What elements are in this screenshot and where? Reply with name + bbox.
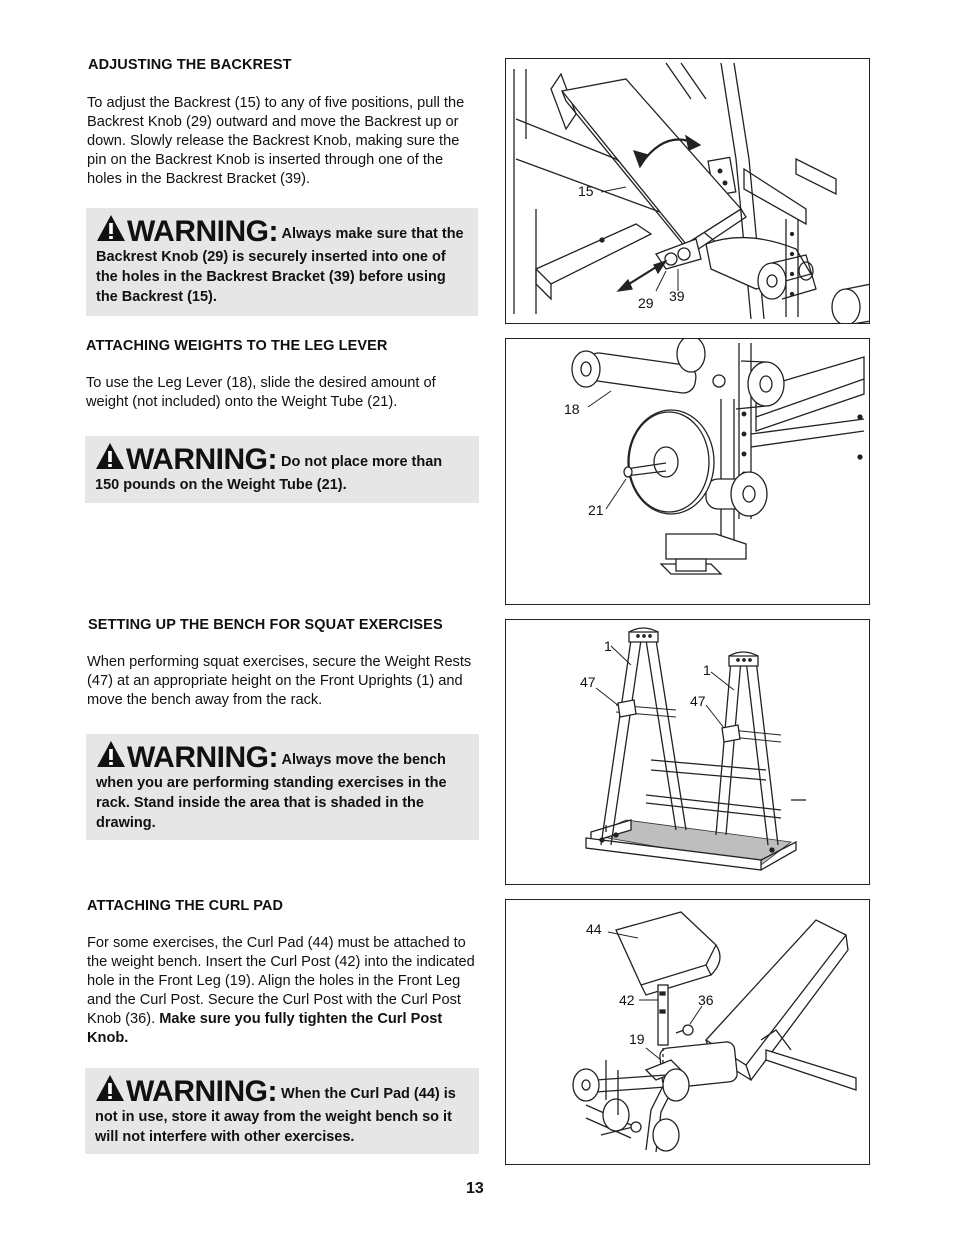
section-heading-leg-lever: ATTACHING WEIGHTS TO THE LEG LEVER [86, 338, 388, 354]
callout-label: 47 [580, 674, 596, 690]
warning-text: When the Curl Pad (44) is not in use, store it away from the weight bench so it will not interfere with other exercises. [95, 1086, 456, 1145]
warning-triangle-icon [95, 1074, 125, 1102]
page-number: 13 [466, 1180, 484, 1197]
squat-rack-drawing [506, 620, 870, 885]
warning-title: WARNING: [126, 443, 277, 476]
warning-box-leg-lever [85, 436, 479, 503]
section-body-squat: When performing squat exercises, secure the Weight Rests (47) at an appropriate height on the Front Uprights (1) and move the bench away from the rack. [87, 654, 472, 708]
warning-box-curl-pad [85, 1068, 479, 1154]
section-heading-squat: SETTING UP THE BENCH FOR SQUAT EXERCISES [88, 617, 443, 633]
callout-label: 19 [629, 1031, 645, 1047]
section-heading-curl-pad: ATTACHING THE CURL PAD [87, 898, 284, 914]
callout-label: 1 [703, 662, 711, 678]
warning-triangle-icon [96, 214, 126, 242]
callout-label: 21 [588, 502, 604, 518]
callout-label: 39 [669, 288, 685, 304]
callout-label: 42 [619, 992, 635, 1008]
figure-leg-lever-weights [505, 338, 870, 605]
callout-label: 1 [604, 638, 612, 654]
figure-backrest-adjustment [505, 58, 870, 324]
warning-triangle-icon [96, 740, 126, 768]
warning-box-squat [86, 734, 479, 840]
figure-squat-rack [505, 619, 870, 885]
warning-text: Always make sure that the Backrest Knob (29) is securely inserted into one of the holes in the Backrest Bracket (39) before using the Backrest (15). [96, 226, 464, 305]
callout-label: 18 [564, 401, 580, 417]
callout-label: 44 [586, 921, 602, 937]
warning-title: WARNING: [127, 215, 278, 248]
body-text: For some exercises, the Curl Pad (44) must be attached to the weight bench. Insert the Curl Post (42) into the indicated hole in the Front Leg (19). Align the holes in the Front Leg and the Curl Post. Secure the Curl Post with the Curl Post Knob (36). [87, 935, 475, 1027]
callout-label: 36 [698, 992, 714, 1008]
warning-box-backrest [86, 208, 478, 316]
warning-text: Always move the bench when you are performing standing exercises in the rack. Stand inside the area that is shaded in the drawing. [96, 752, 447, 831]
section-heading-adjusting-backrest: ADJUSTING THE BACKREST [88, 57, 292, 73]
warning-text: Do not place more than 150 pounds on the Weight Tube (21). [95, 454, 443, 493]
leg-lever-drawing [506, 339, 870, 605]
section-body-curl-pad [87, 934, 479, 1048]
warning-title: WARNING: [126, 1075, 277, 1108]
warning-title: WARNING: [127, 741, 278, 774]
callout-label: 15 [578, 183, 594, 199]
warning-triangle-icon [95, 442, 125, 470]
section-body-leg-lever: To use the Leg Lever (18), slide the desired amount of weight (not included) onto the Weight Tube (21). [86, 375, 436, 410]
figure-curl-pad [505, 899, 870, 1165]
body-emphasis: Make sure you fully tighten the Curl Post Knob. [87, 1011, 443, 1046]
callout-label: 29 [638, 295, 654, 311]
section-body-adjusting-backrest: To adjust the Backrest (15) to any of five positions, pull the Backrest Knob (29) outward and move the Backrest up or down. Slowly release the Backrest Knob, making sure the pin on the Backrest Knob is inserted through one of the holes in the Backrest Bracket (39). [87, 95, 465, 187]
backrest-drawing [506, 59, 870, 324]
curl-pad-drawing [506, 900, 870, 1165]
callout-label: 47 [690, 693, 706, 709]
